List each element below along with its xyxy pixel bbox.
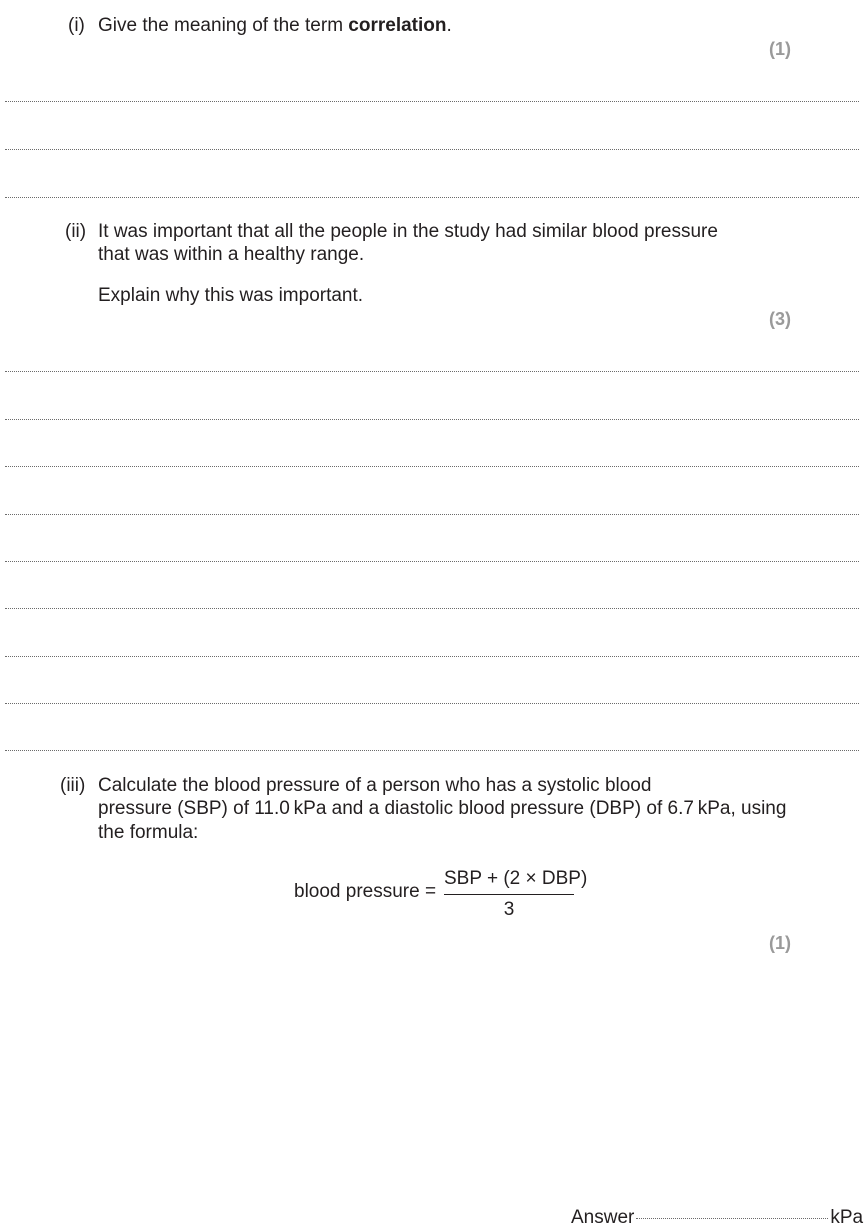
question-ii-line-2: that was within a healthy range. (98, 244, 365, 265)
answer-unit: kPa (830, 1207, 864, 1228)
formula-denominator: 3 (503, 899, 515, 920)
marks-iii: (1) (769, 933, 791, 953)
question-ii-line-1: It was important that all the people in the study had similar blood pressure (98, 221, 718, 242)
answer-line[interactable] (5, 101, 859, 102)
answer-row (571, 1206, 863, 1230)
question-number-ii: (ii) (65, 221, 87, 242)
answer-line[interactable] (5, 656, 859, 657)
answer-line[interactable] (5, 703, 859, 704)
question-iii-line-1: Calculate the blood pressure of a person who has a systolic blood (98, 775, 652, 796)
question-iii-line-3: the formula: (98, 822, 199, 843)
answer-input-line[interactable] (636, 1218, 828, 1219)
answer-line[interactable] (5, 197, 859, 198)
question-number-i: (i) (68, 15, 85, 36)
question-number-iii: (iii) (60, 775, 86, 796)
formula-numerator: SBP + (2 × DBP) (444, 868, 588, 889)
fraction-bar (444, 894, 574, 895)
question-ii-instruction: Explain why this was important. (98, 285, 364, 306)
answer-line[interactable] (5, 371, 859, 372)
answer-line[interactable] (5, 750, 859, 751)
answer-line[interactable] (5, 561, 859, 562)
answer-line[interactable] (5, 514, 859, 515)
question-i-prompt (98, 14, 452, 38)
answer-line[interactable] (5, 608, 859, 609)
answer-line[interactable] (5, 419, 859, 420)
question-i-punct: . (446, 15, 452, 36)
marks-ii: (3) (769, 309, 791, 329)
term-correlation: correlation (348, 15, 447, 36)
question-i-text: Give the meaning of the term (98, 15, 349, 36)
formula-fraction (444, 866, 588, 922)
answer-line[interactable] (5, 466, 859, 467)
answer-line[interactable] (5, 149, 859, 150)
marks-i: (1) (769, 39, 791, 59)
question-iii-line-2: pressure (SBP) of 11.0 kPa and a diastolic blood pressure (DBP) of 6.7 kPa, using (98, 798, 787, 819)
formula-lhs: blood pressure = (294, 881, 437, 902)
answer-label: Answer (571, 1207, 635, 1228)
